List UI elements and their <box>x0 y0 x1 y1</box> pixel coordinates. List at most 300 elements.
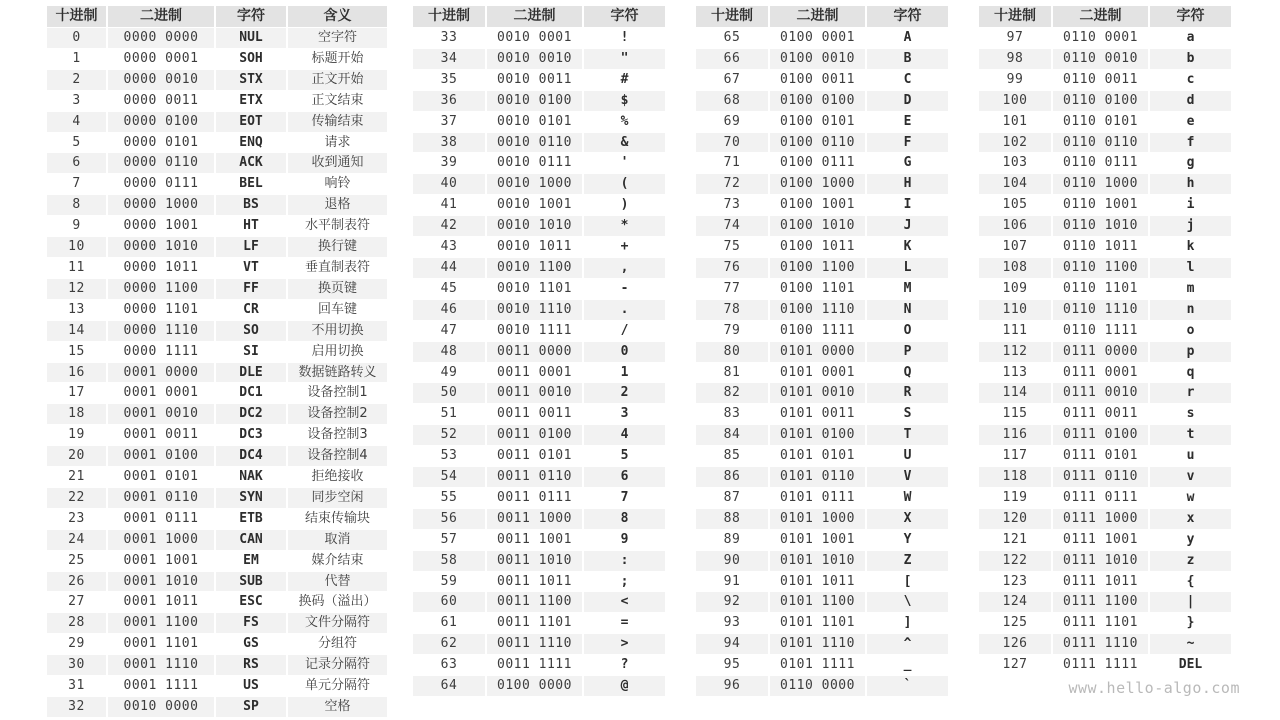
binary-cell: 0011 0110 <box>486 467 583 488</box>
decimal-cell: 40 <box>413 174 486 195</box>
binary-cell: 0110 0100 <box>1052 90 1149 111</box>
table-row <box>47 111 387 132</box>
table-row <box>413 216 665 237</box>
char-cell: SI <box>215 341 287 362</box>
decimal-cell: 60 <box>413 592 486 613</box>
meaning-cell: 记录分隔符 <box>287 655 387 676</box>
binary-cell: 0010 0000 <box>107 697 215 718</box>
decimal-cell: 70 <box>696 132 769 153</box>
char-cell: ` <box>866 676 948 697</box>
table-row <box>696 508 948 529</box>
column-header: 字符 <box>215 6 287 28</box>
char-cell: i <box>1149 195 1231 216</box>
decimal-cell: 23 <box>47 508 107 529</box>
meaning-cell: 媒介结束 <box>287 550 387 571</box>
decimal-cell: 15 <box>47 341 107 362</box>
char-cell: SUB <box>215 571 287 592</box>
char-cell: 1 <box>583 362 665 383</box>
char-cell: w <box>1149 487 1231 508</box>
table-row <box>696 676 948 697</box>
binary-cell: 0011 1110 <box>486 634 583 655</box>
column-header: 十进制 <box>979 6 1052 28</box>
binary-cell: 0000 0001 <box>107 48 215 69</box>
decimal-cell: 94 <box>696 634 769 655</box>
table-row <box>979 613 1231 634</box>
binary-cell: 0001 1001 <box>107 550 215 571</box>
decimal-cell: 125 <box>979 613 1052 634</box>
table-row <box>979 446 1231 467</box>
binary-cell: 0101 1101 <box>769 613 866 634</box>
decimal-cell: 8 <box>47 195 107 216</box>
char-cell: U <box>866 446 948 467</box>
char-cell: ~ <box>1149 634 1231 655</box>
table-row <box>413 237 665 258</box>
table-row <box>696 216 948 237</box>
binary-cell: 0110 1011 <box>1052 237 1149 258</box>
char-cell: 6 <box>583 467 665 488</box>
decimal-cell: 87 <box>696 487 769 508</box>
decimal-cell: 12 <box>47 278 107 299</box>
decimal-cell: 25 <box>47 550 107 571</box>
decimal-cell: 93 <box>696 613 769 634</box>
meaning-cell: 空字符 <box>287 28 387 49</box>
meaning-cell: 换页键 <box>287 278 387 299</box>
table-row <box>696 383 948 404</box>
table-row <box>979 571 1231 592</box>
table-row <box>979 278 1231 299</box>
char-cell: m <box>1149 278 1231 299</box>
char-cell: g <box>1149 153 1231 174</box>
binary-cell: 0001 1111 <box>107 676 215 697</box>
binary-cell: 0101 0101 <box>769 446 866 467</box>
binary-cell: 0111 1011 <box>1052 571 1149 592</box>
char-cell: 4 <box>583 425 665 446</box>
decimal-cell: 68 <box>696 90 769 111</box>
binary-cell: 0110 0011 <box>1052 69 1149 90</box>
binary-cell: 0010 1101 <box>486 278 583 299</box>
table-row <box>413 383 665 404</box>
decimal-cell: 83 <box>696 404 769 425</box>
table-row <box>979 257 1231 278</box>
header-row <box>413 6 665 28</box>
decimal-cell: 59 <box>413 571 486 592</box>
decimal-cell: 57 <box>413 529 486 550</box>
table-row <box>413 48 665 69</box>
table-row <box>413 634 665 655</box>
binary-cell: 0100 1010 <box>769 216 866 237</box>
binary-cell: 0000 0100 <box>107 111 215 132</box>
binary-cell: 0101 0001 <box>769 362 866 383</box>
char-cell: FS <box>215 613 287 634</box>
char-cell: { <box>1149 571 1231 592</box>
table-row <box>47 446 387 467</box>
decimal-cell: 42 <box>413 216 486 237</box>
char-cell: ^ <box>866 634 948 655</box>
decimal-cell: 45 <box>413 278 486 299</box>
table-row <box>696 592 948 613</box>
table-row <box>696 153 948 174</box>
table-row <box>696 299 948 320</box>
meaning-cell: 文件分隔符 <box>287 613 387 634</box>
decimal-cell: 82 <box>696 383 769 404</box>
char-cell: Z <box>866 550 948 571</box>
char-cell: ? <box>583 655 665 676</box>
table-row <box>979 111 1231 132</box>
binary-cell: 0011 1100 <box>486 592 583 613</box>
decimal-cell: 22 <box>47 487 107 508</box>
decimal-cell: 14 <box>47 320 107 341</box>
table-row <box>696 195 948 216</box>
char-cell: 9 <box>583 529 665 550</box>
table-row <box>696 90 948 111</box>
binary-cell: 0100 0000 <box>486 676 583 697</box>
decimal-cell: 1 <box>47 48 107 69</box>
char-cell: % <box>583 111 665 132</box>
table-row <box>696 237 948 258</box>
decimal-cell: 64 <box>413 676 486 697</box>
binary-cell: 0010 0011 <box>486 69 583 90</box>
char-cell: 3 <box>583 404 665 425</box>
meaning-cell: 退格 <box>287 195 387 216</box>
binary-cell: 0001 0110 <box>107 487 215 508</box>
char-cell: DC1 <box>215 383 287 404</box>
char-cell: ( <box>583 174 665 195</box>
table-row <box>979 28 1231 49</box>
meaning-cell: 设备控制2 <box>287 404 387 425</box>
table-row <box>413 90 665 111</box>
decimal-cell: 88 <box>696 508 769 529</box>
char-cell: SO <box>215 320 287 341</box>
table-row <box>979 69 1231 90</box>
char-cell: STX <box>215 69 287 90</box>
table-row <box>979 174 1231 195</box>
binary-cell: 0101 1100 <box>769 592 866 613</box>
binary-cell: 0101 1001 <box>769 529 866 550</box>
char-cell: R <box>866 383 948 404</box>
binary-cell: 0011 0001 <box>486 362 583 383</box>
binary-cell: 0011 0000 <box>486 341 583 362</box>
char-cell: , <box>583 257 665 278</box>
decimal-cell: 69 <box>696 111 769 132</box>
char-cell: E <box>866 111 948 132</box>
table-row <box>413 320 665 341</box>
table-row <box>47 529 387 550</box>
decimal-cell: 19 <box>47 425 107 446</box>
decimal-cell: 101 <box>979 111 1052 132</box>
table-row <box>47 676 387 697</box>
meaning-cell: 垂直制表符 <box>287 257 387 278</box>
table-row <box>696 28 948 49</box>
table-row <box>979 404 1231 425</box>
char-cell: s <box>1149 404 1231 425</box>
column-header: 字符 <box>583 6 665 28</box>
table-row <box>696 111 948 132</box>
char-cell: P <box>866 341 948 362</box>
binary-cell: 0000 1011 <box>107 257 215 278</box>
header-row <box>696 6 948 28</box>
char-cell: r <box>1149 383 1231 404</box>
binary-cell: 0110 0000 <box>769 676 866 697</box>
decimal-cell: 86 <box>696 467 769 488</box>
char-cell: f <box>1149 132 1231 153</box>
decimal-cell: 29 <box>47 634 107 655</box>
char-cell: CAN <box>215 529 287 550</box>
decimal-cell: 20 <box>47 446 107 467</box>
char-cell: [ <box>866 571 948 592</box>
table-row <box>47 257 387 278</box>
binary-cell: 0110 1111 <box>1052 320 1149 341</box>
binary-cell: 0001 0111 <box>107 508 215 529</box>
table-row <box>696 571 948 592</box>
decimal-cell: 24 <box>47 529 107 550</box>
char-cell: N <box>866 299 948 320</box>
decimal-cell: 121 <box>979 529 1052 550</box>
decimal-cell: 49 <box>413 362 486 383</box>
char-cell: I <box>866 195 948 216</box>
binary-cell: 0011 1101 <box>486 613 583 634</box>
meaning-cell: 传输结束 <box>287 111 387 132</box>
meaning-cell: 正文结束 <box>287 90 387 111</box>
char-cell: | <box>1149 592 1231 613</box>
binary-cell: 0001 0010 <box>107 404 215 425</box>
decimal-cell: 51 <box>413 404 486 425</box>
ascii-table-33-64 <box>413 6 665 697</box>
table-row <box>47 550 387 571</box>
decimal-cell: 53 <box>413 446 486 467</box>
meaning-cell: 空格 <box>287 697 387 718</box>
binary-cell: 0111 0010 <box>1052 383 1149 404</box>
decimal-cell: 56 <box>413 508 486 529</box>
char-cell: NAK <box>215 467 287 488</box>
table-row <box>696 634 948 655</box>
char-cell: $ <box>583 90 665 111</box>
column-header: 字符 <box>1149 6 1231 28</box>
binary-cell: 0111 0011 <box>1052 404 1149 425</box>
table-row <box>696 341 948 362</box>
decimal-cell: 63 <box>413 655 486 676</box>
table-row <box>47 592 387 613</box>
column-header: 含义 <box>287 6 387 28</box>
table-row <box>413 487 665 508</box>
char-cell: F <box>866 132 948 153</box>
binary-cell: 0000 1101 <box>107 299 215 320</box>
char-cell: D <box>866 90 948 111</box>
meaning-cell: 设备控制4 <box>287 446 387 467</box>
char-cell: 7 <box>583 487 665 508</box>
meaning-cell: 代替 <box>287 571 387 592</box>
decimal-cell: 65 <box>696 28 769 49</box>
table-row <box>47 613 387 634</box>
char-cell: ENQ <box>215 132 287 153</box>
binary-cell: 0001 1000 <box>107 529 215 550</box>
table-row <box>47 299 387 320</box>
binary-cell: 0001 1110 <box>107 655 215 676</box>
char-cell: z <box>1149 550 1231 571</box>
table-row <box>413 404 665 425</box>
binary-cell: 0100 0100 <box>769 90 866 111</box>
meaning-cell: 结束传输块 <box>287 508 387 529</box>
binary-cell: 0100 0110 <box>769 132 866 153</box>
binary-cell: 0111 1001 <box>1052 529 1149 550</box>
binary-cell: 0100 1101 <box>769 278 866 299</box>
char-cell: RS <box>215 655 287 676</box>
decimal-cell: 39 <box>413 153 486 174</box>
binary-cell: 0001 1100 <box>107 613 215 634</box>
decimal-cell: 50 <box>413 383 486 404</box>
decimal-cell: 103 <box>979 153 1052 174</box>
binary-cell: 0001 1101 <box>107 634 215 655</box>
decimal-cell: 126 <box>979 634 1052 655</box>
char-cell: US <box>215 676 287 697</box>
char-cell: * <box>583 216 665 237</box>
binary-cell: 0100 1110 <box>769 299 866 320</box>
table-row <box>47 153 387 174</box>
binary-cell: 0111 0100 <box>1052 425 1149 446</box>
column-header: 字符 <box>866 6 948 28</box>
char-cell: _ <box>866 655 948 676</box>
char-cell: e <box>1149 111 1231 132</box>
table-row <box>979 48 1231 69</box>
char-cell: . <box>583 299 665 320</box>
table-row <box>47 174 387 195</box>
char-cell: y <box>1149 529 1231 550</box>
char-cell: 0 <box>583 341 665 362</box>
meaning-cell: 分组符 <box>287 634 387 655</box>
meaning-cell: 响铃 <box>287 174 387 195</box>
column-header: 二进制 <box>486 6 583 28</box>
decimal-cell: 13 <box>47 299 107 320</box>
char-cell: k <box>1149 237 1231 258</box>
binary-cell: 0001 0100 <box>107 446 215 467</box>
table-row <box>47 383 387 404</box>
decimal-cell: 37 <box>413 111 486 132</box>
binary-cell: 0000 1010 <box>107 237 215 258</box>
char-cell: L <box>866 257 948 278</box>
table-row <box>413 362 665 383</box>
char-cell: DC2 <box>215 404 287 425</box>
char-cell: = <box>583 613 665 634</box>
binary-cell: 0010 1111 <box>486 320 583 341</box>
table-row <box>413 69 665 90</box>
char-cell: W <box>866 487 948 508</box>
column-header: 二进制 <box>107 6 215 28</box>
binary-cell: 0101 0010 <box>769 383 866 404</box>
decimal-cell: 124 <box>979 592 1052 613</box>
decimal-cell: 41 <box>413 195 486 216</box>
decimal-cell: 84 <box>696 425 769 446</box>
decimal-cell: 58 <box>413 550 486 571</box>
decimal-cell: 35 <box>413 69 486 90</box>
binary-cell: 0100 0001 <box>769 28 866 49</box>
binary-cell: 0100 1000 <box>769 174 866 195</box>
char-cell: ! <box>583 28 665 49</box>
binary-cell: 0011 1010 <box>486 550 583 571</box>
decimal-cell: 91 <box>696 571 769 592</box>
decimal-cell: 5 <box>47 132 107 153</box>
table-row <box>47 425 387 446</box>
char-cell: ) <box>583 195 665 216</box>
table-row <box>979 132 1231 153</box>
decimal-cell: 123 <box>979 571 1052 592</box>
decimal-cell: 16 <box>47 362 107 383</box>
binary-cell: 0111 1010 <box>1052 550 1149 571</box>
char-cell: SOH <box>215 48 287 69</box>
decimal-cell: 30 <box>47 655 107 676</box>
binary-cell: 0011 0111 <box>486 487 583 508</box>
table-row <box>696 404 948 425</box>
char-cell: C <box>866 69 948 90</box>
table-row <box>696 132 948 153</box>
binary-cell: 0110 1000 <box>1052 174 1149 195</box>
table-row <box>696 174 948 195</box>
decimal-cell: 62 <box>413 634 486 655</box>
meaning-cell: 水平制表符 <box>287 216 387 237</box>
meaning-cell: 收到通知 <box>287 153 387 174</box>
table-row <box>696 529 948 550</box>
char-cell: l <box>1149 257 1231 278</box>
table-row <box>696 320 948 341</box>
meaning-cell: 标题开始 <box>287 48 387 69</box>
table-row <box>979 383 1231 404</box>
table-row <box>979 299 1231 320</box>
char-cell: HT <box>215 216 287 237</box>
table-row <box>47 320 387 341</box>
char-cell: BEL <box>215 174 287 195</box>
char-cell: GS <box>215 634 287 655</box>
binary-cell: 0110 1001 <box>1052 195 1149 216</box>
decimal-cell: 18 <box>47 404 107 425</box>
meaning-cell: 正文开始 <box>287 69 387 90</box>
table-row <box>413 132 665 153</box>
char-cell: M <box>866 278 948 299</box>
column-header: 十进制 <box>47 6 107 28</box>
binary-cell: 0010 1001 <box>486 195 583 216</box>
table-row <box>413 174 665 195</box>
ascii-table-65-96 <box>696 6 948 697</box>
table-row <box>979 320 1231 341</box>
decimal-cell: 95 <box>696 655 769 676</box>
decimal-cell: 75 <box>696 237 769 258</box>
char-cell: ACK <box>215 153 287 174</box>
char-cell: B <box>866 48 948 69</box>
decimal-cell: 104 <box>979 174 1052 195</box>
binary-cell: 0001 0000 <box>107 362 215 383</box>
decimal-cell: 92 <box>696 592 769 613</box>
char-cell: J <box>866 216 948 237</box>
decimal-cell: 109 <box>979 278 1052 299</box>
binary-cell: 0111 0101 <box>1052 446 1149 467</box>
binary-cell: 0101 0011 <box>769 404 866 425</box>
decimal-cell: 115 <box>979 404 1052 425</box>
binary-cell: 0100 1100 <box>769 257 866 278</box>
binary-cell: 0101 0000 <box>769 341 866 362</box>
meaning-cell: 回车键 <box>287 299 387 320</box>
ascii-table-97-127 <box>979 6 1231 676</box>
char-cell: EOT <box>215 111 287 132</box>
binary-cell: 0010 1000 <box>486 174 583 195</box>
binary-cell: 0110 1101 <box>1052 278 1149 299</box>
decimal-cell: 97 <box>979 28 1052 49</box>
decimal-cell: 7 <box>47 174 107 195</box>
decimal-cell: 47 <box>413 320 486 341</box>
binary-cell: 0001 1011 <box>107 592 215 613</box>
char-cell: 2 <box>583 383 665 404</box>
binary-cell: 0111 0111 <box>1052 487 1149 508</box>
binary-cell: 0101 0100 <box>769 425 866 446</box>
decimal-cell: 0 <box>47 28 107 49</box>
decimal-cell: 96 <box>696 676 769 697</box>
char-cell: / <box>583 320 665 341</box>
